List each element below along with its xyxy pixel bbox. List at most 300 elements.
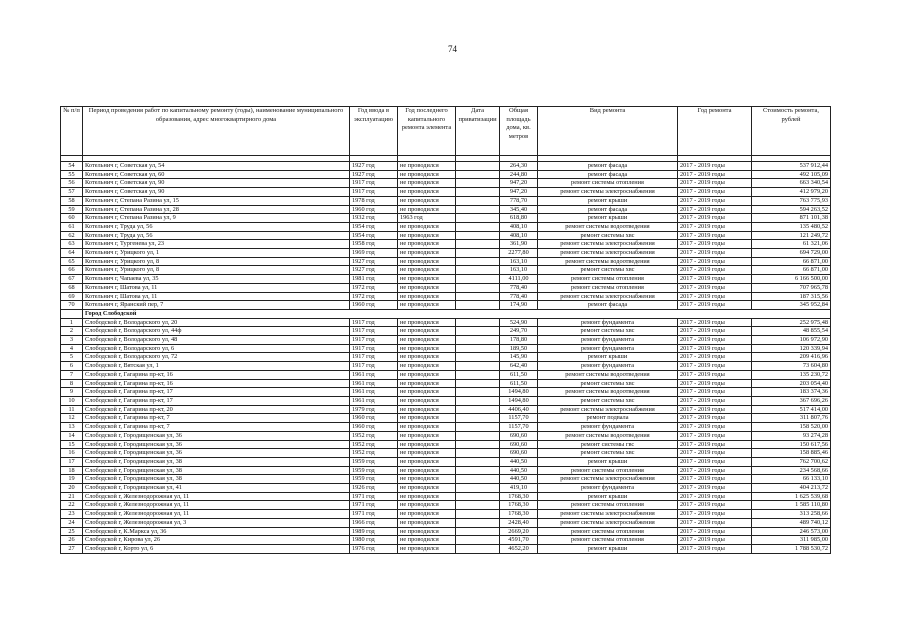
table-cell: не проводился [398,205,456,214]
table-cell: 2017 - 2019 годы [678,379,752,388]
table-cell [456,484,500,493]
table-cell [456,431,500,440]
table-row [61,396,831,405]
page-number: 74 [448,44,457,54]
table-cell: ремонт фундамента [538,344,678,353]
table-cell: 4111,00 [500,275,538,284]
table-cell: Слободской г, Городищенская ул, 36 [83,440,350,449]
table-cell: ремонт фундамента [538,484,678,493]
table-cell: 264,30 [500,162,538,171]
table-row [61,170,831,179]
table-cell [456,327,500,336]
table-cell: 64 [61,249,83,258]
table-row [61,249,831,258]
table-cell: 1960 год [350,423,398,432]
table-cell: Слободской г, Кирова ул, 26 [83,536,350,545]
table-cell: 2017 - 2019 годы [678,457,752,466]
table-cell: 2017 - 2019 годы [678,344,752,353]
table-cell: 763 775,93 [752,196,831,205]
table-cell: ремонт фундамента [538,336,678,345]
section-row [61,309,831,318]
table-cell: 244,80 [500,170,538,179]
table-cell: 249,70 [500,327,538,336]
table-row [61,231,831,240]
table-cell: 252 975,48 [752,318,831,327]
table-cell: не проводился [398,423,456,432]
table-cell: 187 315,56 [752,292,831,301]
table-cell: Слободской г, Володарского ул, 44ф [83,327,350,336]
table-cell: Слободской г, Гагарина пр-кт, 7 [83,423,350,432]
table-cell: 18 [61,466,83,475]
table-cell: 2017 - 2019 годы [678,449,752,458]
table-cell: ремонт фундамента [538,423,678,432]
table-cell [456,170,500,179]
table-row [61,240,831,249]
table-body [61,162,831,554]
table-cell: не проводился [398,301,456,310]
table-cell [456,179,500,188]
table-cell: 22 [61,501,83,510]
table-cell: Котельнич г, Шатова ул, 11 [83,283,350,292]
table-cell: 1978 год [350,196,398,205]
table-cell: ремонт системы хвс [538,231,678,240]
table-cell: 178,80 [500,336,538,345]
table-cell: 311 985,00 [752,536,831,545]
table-cell: 2017 - 2019 годы [678,283,752,292]
table-row [61,222,831,231]
table-cell: Слободской г, К.Маркса ул, 36 [83,527,350,536]
table-cell: 8 [61,379,83,388]
table-cell: 68 [61,283,83,292]
table-cell: не проводился [398,222,456,231]
table-cell: 1927 год [350,170,398,179]
table-cell [456,518,500,527]
table-cell: 3 [61,336,83,345]
table-cell: 778,40 [500,283,538,292]
table-cell: 2017 - 2019 годы [678,362,752,371]
table-cell: 2017 - 2019 годы [678,501,752,510]
table-cell: 1972 год [350,283,398,292]
table-cell: 2017 - 2019 годы [678,405,752,414]
header-period-address: Период проведения работ по капитальному ремонту (годы), наименование муниципального образования, адрес многоквартирного дома [83,107,350,156]
table-cell: 145,90 [500,353,538,362]
table-cell [456,196,500,205]
table-cell: 2017 - 2019 годы [678,205,752,214]
table-cell: Слободской г, Гагарина пр-кт, 7 [83,414,350,423]
table-cell: не проводился [398,475,456,484]
table-cell: 1976 год [350,544,398,553]
table-cell: 67 [61,275,83,284]
table-cell: 106 972,90 [752,336,831,345]
table-cell [456,423,500,432]
table-cell: 4652,20 [500,544,538,553]
table-cell: 58 [61,196,83,205]
table-cell: 611,50 [500,370,538,379]
table-cell: 2017 - 2019 годы [678,327,752,336]
table-cell: 1917 год [350,362,398,371]
table-cell: не проводился [398,257,456,266]
table-cell: 694 729,00 [752,249,831,258]
table-cell: 2017 - 2019 годы [678,536,752,545]
table-cell: не проводился [398,240,456,249]
table-cell: 1917 год [350,318,398,327]
table-cell: 2017 - 2019 годы [678,249,752,258]
table-cell: ремонт фасада [538,170,678,179]
table-cell: 2017 - 2019 годы [678,388,752,397]
table-cell [456,275,500,284]
table-cell: 174,90 [500,301,538,310]
table-row [61,292,831,301]
table-cell: 2017 - 2019 годы [678,475,752,484]
table-cell: Слободской г, Гагарина пр-кт, 16 [83,370,350,379]
table-cell: 1959 год [350,466,398,475]
table-cell: 1157,70 [500,414,538,423]
table-cell: не проводился [398,492,456,501]
table-cell: ремонт крыши [538,196,678,205]
table-cell: 1768,30 [500,492,538,501]
table-cell: ремонт фасада [538,162,678,171]
header-num: № п/п [61,107,83,156]
table-row [61,379,831,388]
table-cell: 1989 год [350,527,398,536]
table-cell: 12 [61,414,83,423]
table-cell: Котельнич г, Урицкого ул, 8 [83,266,350,275]
table-cell: Котельнич г, Степана Разина ул, 9 [83,214,350,223]
table-cell: 1971 год [350,492,398,501]
table-cell [456,283,500,292]
table-cell: ремонт системы хвс [538,396,678,405]
table-cell: Слободской г, Городищенская ул, 38 [83,457,350,466]
table-cell: 440,50 [500,475,538,484]
table-cell: не проводился [398,518,456,527]
table-row [61,336,831,345]
table-cell: 1969 год [350,249,398,258]
table-cell: Слободской г, Вятская ул, 1 [83,362,350,371]
table-cell: 1952 год [350,440,398,449]
table-cell: Слободской г, Городищенская ул, 41 [83,484,350,493]
table-cell: 73 604,80 [752,362,831,371]
table-cell: 158 885,46 [752,449,831,458]
table-cell: ремонт системы электроснабжения [538,188,678,197]
table-cell: 2017 - 2019 годы [678,196,752,205]
table-cell: 611,50 [500,379,538,388]
table-cell: 1954 год [350,222,398,231]
header-repair-year: Год ремонта [678,107,752,156]
table-cell: Слободской г, Городищенская ул, 38 [83,475,350,484]
table-cell: 1 [61,318,83,327]
table-cell [456,249,500,258]
table-cell: 345,40 [500,205,538,214]
table-cell: ремонт подвала [538,414,678,423]
table-cell: Слободской г, Гагарина пр-кт, 17 [83,396,350,405]
table-cell: ремонт системы отопления [538,179,678,188]
table-cell [456,475,500,484]
table-cell: 183 374,36 [752,388,831,397]
table-cell: 2017 - 2019 годы [678,518,752,527]
table-cell: 1157,70 [500,423,538,432]
table-cell: 1917 год [350,188,398,197]
table-cell: не проводился [398,336,456,345]
table-cell: не проводился [398,275,456,284]
section-title: Город Слободской [83,309,831,318]
table-cell: 440,50 [500,457,538,466]
table-cell: Котельнич г, Труда ул, 56 [83,222,350,231]
table-cell: 135 230,72 [752,370,831,379]
table-cell: 120 339,94 [752,344,831,353]
table-cell: 1958 год [350,240,398,249]
table-cell: не проводился [398,162,456,171]
table-cell: не проводился [398,510,456,519]
table-cell: 16 [61,449,83,458]
table-cell: 2017 - 2019 годы [678,318,752,327]
table-cell: 66 871,00 [752,257,831,266]
table-cell: ремонт системы водоотведения [538,257,678,266]
table-cell: ремонт системы гвс [538,440,678,449]
table-cell: ремонт системы отопления [538,275,678,284]
table-cell: 66 133,10 [752,475,831,484]
table-cell [456,492,500,501]
table-cell: не проводился [398,249,456,258]
table-cell: Слободской г, Гагарина пр-кт, 17 [83,388,350,397]
table-cell: Слободской г, Корто ул, 6 [83,544,350,553]
table-cell: 246 573,00 [752,527,831,536]
table-cell: 690,60 [500,431,538,440]
table-row [61,423,831,432]
header-year-built: Год ввода в эксплуатацию [350,107,398,156]
table-cell [456,240,500,249]
table-cell: 56 [61,179,83,188]
table-cell: не проводился [398,466,456,475]
table-row [61,318,831,327]
header-privatization: Дата приватизации [456,107,500,156]
table-cell: не проводился [398,414,456,423]
table-cell: ремонт крыши [538,492,678,501]
table-cell [456,510,500,519]
table-cell [456,527,500,536]
table-cell: 1960 год [350,301,398,310]
table-cell: не проводился [398,170,456,179]
table-cell: 2017 - 2019 годы [678,431,752,440]
table-row [61,414,831,423]
table-cell: 690,60 [500,440,538,449]
table-cell: ремонт системы электроснабжения [538,240,678,249]
table-cell: 489 740,12 [752,518,831,527]
table-cell: Слободской г, Гагарина пр-кт, 20 [83,405,350,414]
table-cell: 25 [61,527,83,536]
table-cell: 1768,30 [500,510,538,519]
table-cell: не проводился [398,196,456,205]
table-cell: ремонт системы водоотведения [538,370,678,379]
table-cell: не проводился [398,379,456,388]
table-cell: 1926 год [350,484,398,493]
table-cell: Слободской г, Железнодорожная ул, 3 [83,518,350,527]
table-cell: 2017 - 2019 годы [678,510,752,519]
table-row [61,492,831,501]
table-cell: 871 101,38 [752,214,831,223]
table-cell: не проводился [398,344,456,353]
table-cell [456,449,500,458]
table-cell: 13 [61,423,83,432]
table-cell: 663 340,54 [752,179,831,188]
table-cell: ремонт системы отопления [538,466,678,475]
table-cell: Слободской г, Володарского ул, 20 [83,318,350,327]
table-cell: не проводился [398,388,456,397]
table-cell: 54 [61,162,83,171]
table-cell: не проводился [398,440,456,449]
table-cell: 524,90 [500,318,538,327]
table-cell [456,440,500,449]
table-cell: ремонт фундамента [538,362,678,371]
table-cell: Слободской г, Железнодорожная ул, 11 [83,501,350,510]
table-cell: ремонт системы хвс [538,327,678,336]
table-cell: 2017 - 2019 годы [678,162,752,171]
table-cell: 2017 - 2019 годы [678,188,752,197]
table-cell: 2017 - 2019 годы [678,257,752,266]
table-cell: не проводился [398,266,456,275]
table-cell: 1494,80 [500,396,538,405]
table-cell: 21 [61,492,83,501]
table-cell: не проводился [398,431,456,440]
table-cell: 1927 год [350,257,398,266]
table-cell: 1917 год [350,353,398,362]
table-cell: 66 [61,266,83,275]
table-cell: 23 [61,510,83,519]
table-cell: 2017 - 2019 годы [678,170,752,179]
table-cell: 1932 год [350,214,398,223]
table-cell: 10 [61,396,83,405]
table-cell: не проводился [398,188,456,197]
table-cell: 1966 год [350,518,398,527]
table-cell: ремонт системы отопления [538,527,678,536]
table-cell: 517 414,00 [752,405,831,414]
table-cell: 2017 - 2019 годы [678,266,752,275]
table-cell: 4591,70 [500,536,538,545]
table-cell [456,379,500,388]
table-cell: 62 [61,231,83,240]
table-cell: 158 520,00 [752,423,831,432]
table-cell: 1979 год [350,405,398,414]
table-row [61,518,831,527]
table-cell: ремонт фундамента [538,318,678,327]
table-cell: ремонт системы электроснабжения [538,405,678,414]
table-cell: ремонт системы водоотведения [538,222,678,231]
table-cell: 2017 - 2019 годы [678,396,752,405]
table-cell: 26 [61,536,83,545]
table-cell [456,162,500,171]
table-cell [456,370,500,379]
table-cell: 57 [61,188,83,197]
table-row [61,466,831,475]
table-cell: 48 855,54 [752,327,831,336]
table-cell: Котельнич г, Тургенева ул, 23 [83,240,350,249]
table-cell: 492 105,09 [752,170,831,179]
table-cell: не проводился [398,484,456,493]
table-cell: 618,80 [500,214,538,223]
table-cell: не проводился [398,536,456,545]
table-cell: Котельнич г, Степана Разина ул, 28 [83,205,350,214]
table-cell: 707 965,78 [752,283,831,292]
table-cell: 1 788 530,72 [752,544,831,553]
table-cell: 2017 - 2019 годы [678,336,752,345]
table-cell: 2017 - 2019 годы [678,484,752,493]
table-cell: 7 [61,370,83,379]
table-cell: 11 [61,405,83,414]
table-cell: 1954 год [350,231,398,240]
table-cell: 2017 - 2019 годы [678,370,752,379]
table-row [61,449,831,458]
table-cell: 404 213,72 [752,484,831,493]
table-cell: 4 [61,344,83,353]
table-cell: 1 585 110,80 [752,501,831,510]
table-row [61,275,831,284]
table-cell: 59 [61,205,83,214]
table-row [61,283,831,292]
table-cell: 1959 год [350,475,398,484]
table-cell: Слободской г, Володарского ул, 72 [83,353,350,362]
table-cell: Котельнич г, Чапаева ул, 35 [83,275,350,284]
table-cell: 2017 - 2019 годы [678,240,752,249]
table-row [61,440,831,449]
table-cell: не проводился [398,353,456,362]
table-cell [456,301,500,310]
table-cell: 1961 год [350,379,398,388]
table-cell [456,336,500,345]
header-area: Общая площадь дома, кв. метров [500,107,538,156]
table-cell: 1961 год [350,370,398,379]
table-cell: 1961 год [350,396,398,405]
table-cell: ремонт системы хвс [538,449,678,458]
table-cell: 163,10 [500,266,538,275]
table-cell: 1972 год [350,292,398,301]
table-cell [456,388,500,397]
table-cell: 2017 - 2019 годы [678,353,752,362]
table-cell [456,292,500,301]
table-cell: 1981 год [350,275,398,284]
table-cell: 440,50 [500,466,538,475]
table-cell: ремонт фасада [538,205,678,214]
table-cell: 1917 год [350,336,398,345]
table-row [61,344,831,353]
table-cell [456,396,500,405]
table-cell: ремонт системы водоотведения [538,431,678,440]
table-row [61,527,831,536]
header-work-type: Вид ремонта [538,107,678,156]
table-cell: не проводился [398,231,456,240]
table-cell: 1960 год [350,414,398,423]
table-cell: не проводился [398,527,456,536]
table-cell: 313 258,66 [752,510,831,519]
table-cell: Котельнич г, Труда ул, 56 [83,231,350,240]
table-cell [456,205,500,214]
table-cell: 408,10 [500,222,538,231]
table-row [61,431,831,440]
capital-repair-table [60,106,831,554]
table-cell [456,457,500,466]
table-cell: 762 700,62 [752,457,831,466]
table-cell: Котельнич г, Степана Разина ул, 15 [83,196,350,205]
table-cell: 778,40 [500,292,538,301]
table-cell: 690,60 [500,449,538,458]
table-cell: 2017 - 2019 годы [678,275,752,284]
table-cell [456,414,500,423]
table-cell: Котельнич г, Советская ул, 60 [83,170,350,179]
section-num-cell [61,309,83,318]
table-cell: 17 [61,457,83,466]
table-cell: не проводился [398,283,456,292]
table-cell: не проводился [398,292,456,301]
table-cell [456,405,500,414]
table-cell: ремонт системы хвс [538,266,678,275]
